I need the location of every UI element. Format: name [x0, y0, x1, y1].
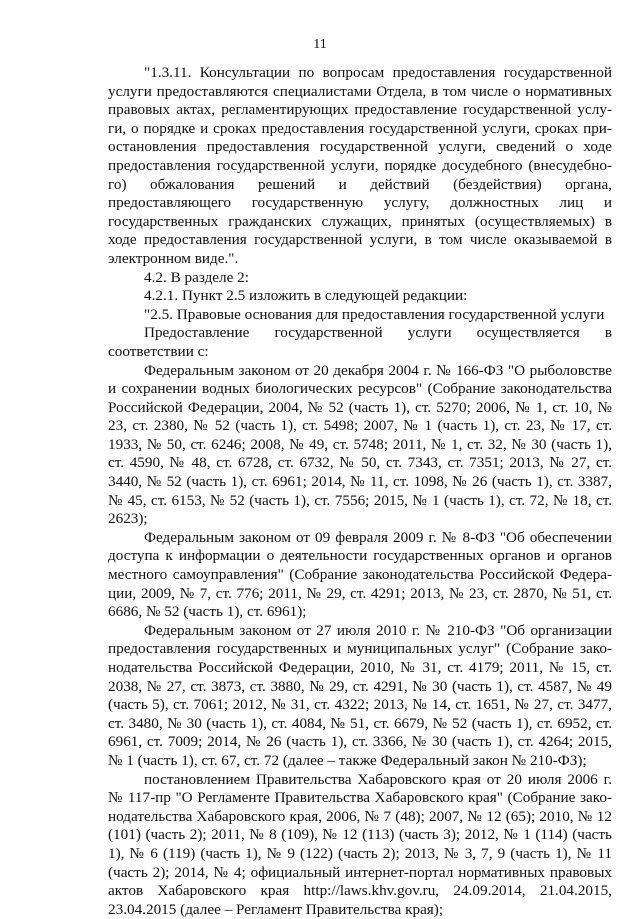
page-number: 11 [313, 37, 327, 52]
paragraph-legal-basis-intro: Предоставление государственной услуги осуществляется в соответствии с: [108, 324, 612, 360]
paragraph-section-2-heading: 4.2. В разделе 2: [144, 268, 249, 286]
paragraph-law-166-fz: Федеральным законом от 20 декабря 2004 г. № 166-ФЗ "О рыболовстве и сохранении водных биологических ресурсов" (Собрание законодательства Российской Федерации, 2004, № 52 (часть 1), ст. 5270; 2006, № 1, ст. 10, № 23, ст. 2380, № 52 (часть 1), ст. 5498; 2007, № 1 (часть 1), ст. 23, № 17, ст. 1933, № 50, ст. 6246; 2008, № 49, ст. 5748; 2011, № 1, ст. 32, № 30 (часть 1), ст. 4590, № 48, ст. 6728, ст. 6732, № 50, ст. 7343, ст. 7351; 2013, № 27, ст. 3440, № 52 (часть 1), ст. 6961; 2014, № 11, ст. 1098, № 26 (часть 1), ст. 3387, № 45, ст. 6153, № 52 (часть 1), ст. 7556; 2015, № 1 (часть 1), ст. 72, № 18, ст. 2623); [108, 361, 612, 528]
paragraph-law-8-fz: Федеральным законом от 09 февраля 2009 г. № 8-ФЗ "Об обеспечении доступа к информации о деятельности государственных органов и органов местного самоуправления" (Собрание законодательства Российской Федерации, 2009, № 7, ст. 776; 2011, № 29, ст. 4291; 2013, № 23, ст. 2870, № 51, ст. 6686, № 52 (часть 1), ст. 6961); [108, 528, 612, 621]
paragraph-consultations: "1.3.11. Консультации по вопросам предоставления государственной услуги предоставляются специалистами Отдела, в том числе о нормативных правовых актах, регламентирующих предоставление государственной услуги, о порядке и сроках предоставления государственной услуги, сроках приостановления предоставления государственной услуги, сведений о ходе предоставления государственной услуги, порядке досудебного (внесудебного) обжалования решений и действий (бездействия) органа, предоставляющего государственную услугу, должностных лиц и государственных гражданских служащих, принятых (осуществляемых) в ходе предоставления государственной услуги, в том числе оказываемой в электронном виде.". [108, 64, 612, 267]
paragraph-item-2-5-instruction: 4.2.1. Пункт 2.5 изложить в следующей редакции: [144, 287, 468, 305]
paragraph-regulation-117-pr: постановлением Правительства Хабаровского края от 20 июля 2006 г. № 117-пр "О Регламенте Правительства Хабаровского края" (Собрание законодательства Хабаровского края, 2006, № 7 (48); 2007, № 12 (65); 2010, № 12 (101) (часть 2); 2011, № 8 (109), № 12 (113) (часть 3); 2012, № 1 (114) (часть 1), № 6 (119) (часть 1), № 9 (122) (часть 2); 2013, № 3, 7, 9 (часть 1), № 11 (часть 2); 2014, № 4; официальный интернет-портал нормативных правовых актов Хабаровского края http://laws.khv.gov.ru, 24.09.2014, 21.04.2015, 23.04.2015 (далее – Регламент Правительства края); [108, 770, 612, 918]
paragraph-legal-basis-title: "2.5. Правовые основания для предоставления государственной услуги [144, 305, 605, 323]
document-body [108, 64, 612, 919]
paragraph-law-210-fz: Федеральным законом от 27 июля 2010 г. № 210-ФЗ "Об организации предоставления государственных и муниципальных услуг" (Собрание законодательства Российской Федерации, 2010, № 31, ст. 4179; 2011, № 15, ст. 2038, № 27, ст. 3873, ст. 3880, № 29, ст. 4291, № 30 (часть 1), ст. 4587, № 49 (часть 5), ст. 7061; 2012, № 31, ст. 4322; 2013, № 14, ст. 1651, № 27, ст. 3477, ст. 3480, № 30 (часть 1), ст. 4084, № 51, ст. 6679, № 52 (часть 1), ст. 6952, ст. 6961, ст. 7009; 2014, № 26 (часть 1), ст. 3366, № 30 (часть 1), ст. 4264; 2015, № 1 (часть 1), ст. 67, ст. 72 (далее – также Федеральный закон № 210-ФЗ); [108, 621, 612, 769]
